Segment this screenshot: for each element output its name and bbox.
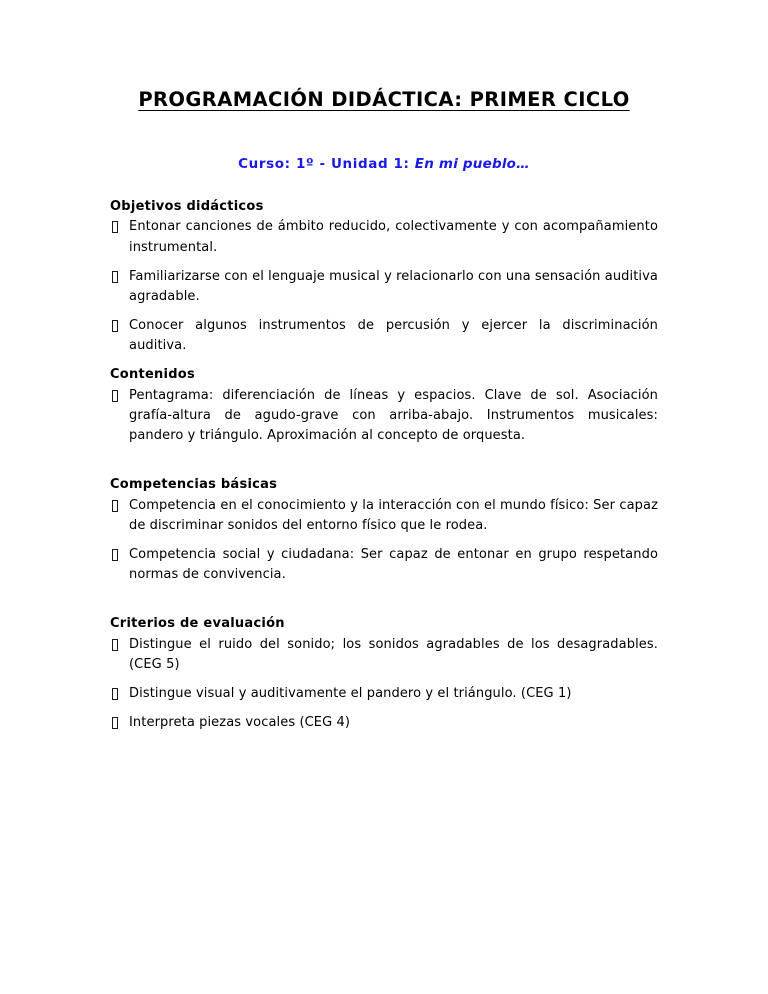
bullet-marker-icon: [112, 717, 118, 729]
list-item-text: Entonar canciones de ámbito reducido, colectivamente y con acompañamiento instrumental.: [129, 219, 658, 255]
list-item-text: Distingue visual y auditivamente el pandero y el triángulo. (CEG 1): [129, 686, 572, 702]
list-item: [110, 267, 658, 307]
bullet-list-competencias: [110, 496, 658, 586]
list-item: [110, 386, 658, 446]
section-heading-competencias: Competencias básicas: [110, 477, 278, 493]
list-item-text: Distingue el ruido del sonido; los sonidos agradables de los desagradables. (CEG 5): [129, 636, 658, 673]
list-item: [110, 217, 658, 257]
list-item-text: Interpreta piezas vocales (CEG 4): [129, 715, 351, 731]
document-subtitle: [110, 156, 658, 174]
list-item-text: Familiarizarse con el lenguaje musical y relacionarlo con una sensación auditiva agradable.: [129, 268, 658, 304]
list-item-text: Conocer algunos instrumentos de percusión y ejercer la discriminación auditiva.: [129, 318, 658, 354]
subtitle-course-unit: Curso: 1º - Unidad 1:: [238, 156, 415, 173]
list-item-text: Pentagrama: diferenciación de líneas y espacios. Clave de sol. Asociación grafía-altura de agudo-grave con arriba-abajo. Instrumentos musicales: pandero y triángulo. Aproximación al concepto de orquesta.: [129, 387, 658, 444]
subtitle-unit-name: En mi pueblo…: [414, 156, 530, 173]
section-heading-criterios: Criterios de evaluación: [110, 616, 285, 632]
bullet-marker-icon: [112, 688, 118, 700]
list-item: [110, 684, 658, 704]
list-item-text: Competencia en el conocimiento y la interacción con el mundo físico: Ser capaz de discriminar sonidos del entorno físico que le rodea.: [129, 497, 658, 533]
section-spacer: [110, 446, 658, 476]
list-item-text: Competencia social y ciudadana: Ser capaz de entonar en grupo respetando normas de convivencia.: [129, 547, 658, 583]
bullet-marker-icon: [112, 271, 118, 283]
bullet-marker-icon: [112, 221, 118, 233]
list-item: [110, 316, 658, 356]
list-item: [110, 713, 658, 733]
section-heading-contenidos: Contenidos: [110, 367, 195, 383]
bullet-marker-icon: [112, 390, 118, 402]
list-item: [110, 545, 658, 585]
section-spacer: [110, 585, 658, 615]
list-item: [110, 496, 658, 536]
bullet-list-objetivos: [110, 217, 658, 356]
bullet-marker-icon: [112, 639, 118, 651]
bullet-marker-icon: [112, 500, 118, 512]
section-heading-objetivos: Objetivos didácticos: [110, 198, 264, 214]
document-body: [110, 198, 658, 734]
list-item: [110, 635, 658, 675]
bullet-marker-icon: [112, 549, 118, 561]
bullet-list-criterios: [110, 635, 658, 734]
bullet-list-contenidos: [110, 386, 658, 446]
bullet-marker-icon: [112, 320, 118, 332]
page-title: PROGRAMACIÓN DIDÁCTICA: PRIMER CICLO: [138, 88, 630, 111]
